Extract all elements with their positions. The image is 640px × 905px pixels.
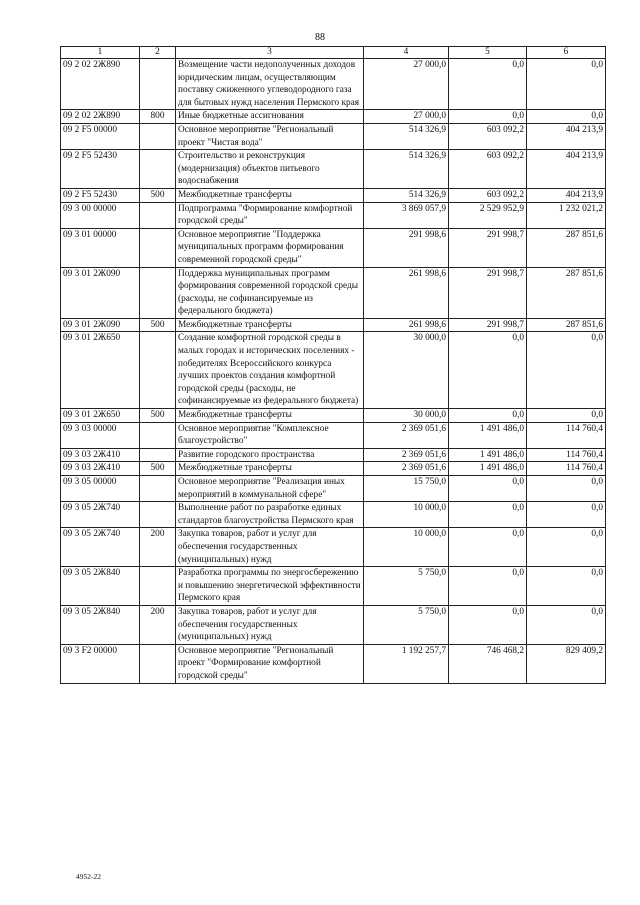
row-value-year-2: 291 998,7 (449, 267, 527, 318)
row-value-year-1: 2 369 051,6 (364, 462, 449, 476)
row-value-year-3: 287 851,6 (527, 318, 606, 332)
row-name: Основное мероприятие "Поддержка муниципальных программ формирования современной городской среды" (176, 228, 364, 267)
row-value-year-2: 746 468,2 (449, 644, 527, 683)
row-code: 09 3 00 00000 (61, 202, 140, 228)
row-name: Закупка товаров, работ и услуг для обеспечения государственных (муниципальных) нужд (176, 528, 364, 567)
row-expense-type: 500 (140, 409, 176, 423)
row-value-year-3: 0,0 (527, 110, 606, 124)
row-code: 09 2 02 2Ж890 (61, 110, 140, 124)
row-name: Основное мероприятие "Региональный проект "Формирование комфортной городской среды" (176, 644, 364, 683)
row-value-year-3: 0,0 (527, 409, 606, 423)
row-name: Подпрограмма "Формирование комфортной городской среды" (176, 202, 364, 228)
row-name: Развитие городского пространства (176, 448, 364, 462)
row-value-year-1: 10 000,0 (364, 502, 449, 528)
row-value-year-2: 603 092,2 (449, 123, 527, 149)
table-row (61, 567, 606, 606)
row-code: 09 3 01 00000 (61, 228, 140, 267)
row-name: Основное мероприятие "Реализация иных мероприятий в коммунальной сфере" (176, 476, 364, 502)
row-value-year-1: 261 998,6 (364, 318, 449, 332)
row-value-year-1: 10 000,0 (364, 528, 449, 567)
row-expense-type: 500 (140, 318, 176, 332)
row-value-year-1: 15 750,0 (364, 476, 449, 502)
row-name: Основное мероприятие "Комплексное благоустройство" (176, 422, 364, 448)
table-row (61, 462, 606, 476)
table-row (61, 644, 606, 683)
table-row (61, 202, 606, 228)
row-value-year-2: 0,0 (449, 110, 527, 124)
row-value-year-2: 0,0 (449, 476, 527, 502)
table-row (61, 422, 606, 448)
header-col-4: 4 (364, 47, 449, 59)
row-value-year-2: 2 529 952,9 (449, 202, 527, 228)
row-value-year-2: 0,0 (449, 605, 527, 644)
row-value-year-2: 0,0 (449, 409, 527, 423)
row-value-year-1: 30 000,0 (364, 409, 449, 423)
table-body (61, 59, 606, 684)
table-row (61, 188, 606, 202)
row-code: 09 3 01 2Ж090 (61, 267, 140, 318)
row-value-year-2: 1 491 486,0 (449, 422, 527, 448)
row-code: 09 3 05 2Ж740 (61, 528, 140, 567)
row-expense-type (140, 150, 176, 189)
row-value-year-2: 603 092,2 (449, 188, 527, 202)
table-row (61, 528, 606, 567)
row-value-year-1: 30 000,0 (364, 332, 449, 409)
table-row (61, 123, 606, 149)
header-col-3: 3 (176, 47, 364, 59)
row-code: 09 2 F5 52430 (61, 150, 140, 189)
row-code: 09 3 F2 00000 (61, 644, 140, 683)
row-value-year-1: 5 750,0 (364, 567, 449, 606)
row-value-year-1: 514 326,9 (364, 150, 449, 189)
row-value-year-3: 1 232 021,2 (527, 202, 606, 228)
row-expense-type (140, 502, 176, 528)
table-row (61, 502, 606, 528)
row-value-year-2: 291 998,7 (449, 318, 527, 332)
row-name: Поддержка муниципальных программ формирования современной городской среды (расходы, не софинансируемые из федерального бюджета) (176, 267, 364, 318)
row-value-year-3: 404 213,9 (527, 123, 606, 149)
row-value-year-3: 114 760,4 (527, 422, 606, 448)
row-name: Закупка товаров, работ и услуг для обеспечения государственных (муниципальных) нужд (176, 605, 364, 644)
row-code: 09 2 F5 52430 (61, 188, 140, 202)
row-name: Межбюджетные трансферты (176, 462, 364, 476)
row-code: 09 3 03 2Ж410 (61, 448, 140, 462)
row-expense-type (140, 332, 176, 409)
row-value-year-1: 2 369 051,6 (364, 422, 449, 448)
row-code: 09 3 01 2Ж650 (61, 409, 140, 423)
row-value-year-1: 27 000,0 (364, 110, 449, 124)
row-value-year-3: 287 851,6 (527, 267, 606, 318)
row-code: 09 3 05 2Ж740 (61, 502, 140, 528)
row-expense-type: 800 (140, 110, 176, 124)
row-code: 09 3 05 00000 (61, 476, 140, 502)
row-value-year-1: 514 326,9 (364, 188, 449, 202)
row-value-year-2: 0,0 (449, 502, 527, 528)
row-name: Строительство и реконструкция (модернизация) объектов питьевого водоснабжения (176, 150, 364, 189)
row-value-year-3: 404 213,9 (527, 188, 606, 202)
row-value-year-1: 27 000,0 (364, 59, 449, 110)
row-expense-type (140, 567, 176, 606)
table-row (61, 150, 606, 189)
row-expense-type: 200 (140, 528, 176, 567)
row-value-year-3: 0,0 (527, 332, 606, 409)
row-code: 09 2 02 2Ж890 (61, 59, 140, 110)
row-expense-type (140, 476, 176, 502)
row-value-year-1: 3 869 057,9 (364, 202, 449, 228)
row-value-year-1: 291 998,6 (364, 228, 449, 267)
row-name: Основное мероприятие "Региональный проект "Чистая вода" (176, 123, 364, 149)
row-expense-type: 500 (140, 462, 176, 476)
row-expense-type (140, 123, 176, 149)
row-value-year-2: 291 998,7 (449, 228, 527, 267)
header-col-1: 1 (61, 47, 140, 59)
row-expense-type (140, 448, 176, 462)
row-code: 09 3 01 2Ж650 (61, 332, 140, 409)
table-row (61, 448, 606, 462)
row-value-year-3: 0,0 (527, 528, 606, 567)
row-value-year-3: 0,0 (527, 59, 606, 110)
row-expense-type: 500 (140, 188, 176, 202)
table-row (61, 267, 606, 318)
row-value-year-2: 0,0 (449, 59, 527, 110)
row-value-year-3: 287 851,6 (527, 228, 606, 267)
row-name: Межбюджетные трансферты (176, 318, 364, 332)
row-value-year-3: 0,0 (527, 502, 606, 528)
row-value-year-1: 5 750,0 (364, 605, 449, 644)
row-name: Межбюджетные трансферты (176, 188, 364, 202)
row-value-year-2: 603 092,2 (449, 150, 527, 189)
table-row (61, 476, 606, 502)
row-expense-type (140, 422, 176, 448)
row-value-year-3: 114 760,4 (527, 462, 606, 476)
row-value-year-2: 1 491 486,0 (449, 462, 527, 476)
row-value-year-3: 404 213,9 (527, 150, 606, 189)
row-code: 09 3 03 2Ж410 (61, 462, 140, 476)
row-value-year-2: 0,0 (449, 332, 527, 409)
row-expense-type (140, 202, 176, 228)
row-code: 09 2 F5 00000 (61, 123, 140, 149)
row-expense-type: 200 (140, 605, 176, 644)
header-col-2: 2 (140, 47, 176, 59)
table-row (61, 59, 606, 110)
row-expense-type (140, 228, 176, 267)
table-row (61, 318, 606, 332)
row-expense-type (140, 267, 176, 318)
budget-table (60, 46, 606, 684)
table-row (61, 110, 606, 124)
row-value-year-1: 261 998,6 (364, 267, 449, 318)
row-name: Возмещение части недополученных доходов юридическим лицам, осуществляющим поставку сжиженного углеводородного газа для бытовых нужд населения Пермского края (176, 59, 364, 110)
row-value-year-2: 1 491 486,0 (449, 448, 527, 462)
row-value-year-3: 114 760,4 (527, 448, 606, 462)
row-code: 09 3 05 2Ж840 (61, 567, 140, 606)
row-value-year-3: 0,0 (527, 476, 606, 502)
header-col-5: 5 (449, 47, 527, 59)
row-value-year-3: 0,0 (527, 567, 606, 606)
row-name: Создание комфортной городской среды в малых городах и исторических поселениях - победителях Всероссийского конкурса лучших проектов создания комфортной городской среды (расходы, не софинансируемые из федерального бюджета) (176, 332, 364, 409)
row-name: Иные бюджетные ассигнования (176, 110, 364, 124)
row-expense-type (140, 644, 176, 683)
row-value-year-1: 514 326,9 (364, 123, 449, 149)
table-row (61, 332, 606, 409)
row-name: Межбюджетные трансферты (176, 409, 364, 423)
row-code: 09 3 03 00000 (61, 422, 140, 448)
table-row (61, 409, 606, 423)
table-row (61, 605, 606, 644)
row-code: 09 3 05 2Ж840 (61, 605, 140, 644)
page-number: 88 (315, 32, 325, 43)
row-value-year-3: 0,0 (527, 605, 606, 644)
row-expense-type (140, 59, 176, 110)
header-col-6: 6 (527, 47, 606, 59)
table-row (61, 228, 606, 267)
footer-document-code: 4952-22 (76, 872, 101, 881)
row-value-year-2: 0,0 (449, 567, 527, 606)
row-code: 09 3 01 2Ж090 (61, 318, 140, 332)
row-value-year-2: 0,0 (449, 528, 527, 567)
row-name: Разработка программы по энергосбережению и повышению энергетической эффективности Пермского края (176, 567, 364, 606)
row-value-year-3: 829 409,2 (527, 644, 606, 683)
row-name: Выполнение работ по разработке единых стандартов благоустройства Пермского края (176, 502, 364, 528)
row-value-year-1: 2 369 051,6 (364, 448, 449, 462)
header-row (61, 47, 606, 59)
row-value-year-1: 1 192 257,7 (364, 644, 449, 683)
